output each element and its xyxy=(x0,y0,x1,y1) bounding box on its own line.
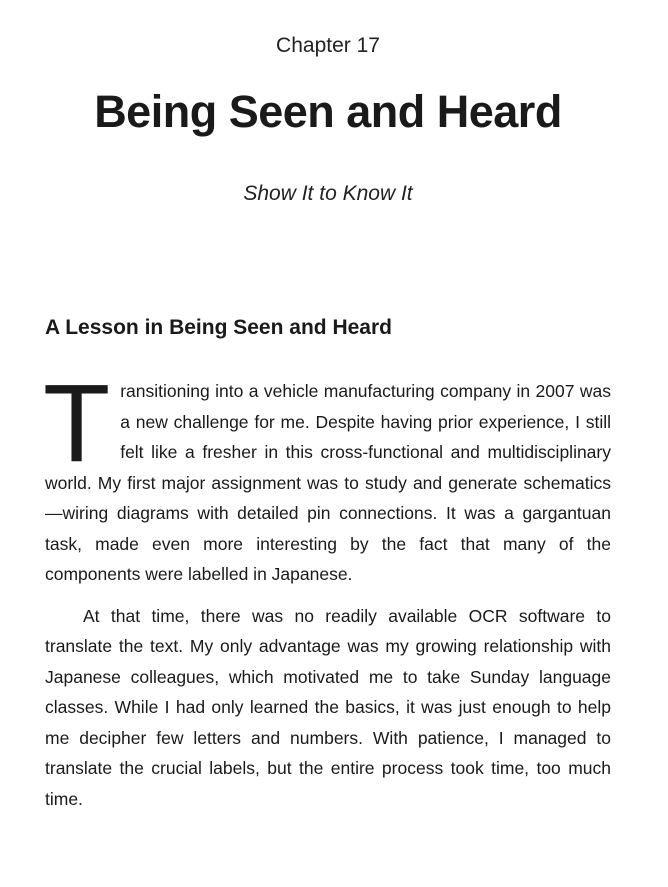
section-heading: A Lesson in Being Seen and Heard xyxy=(45,316,392,339)
drop-cap: T xyxy=(43,362,111,485)
paragraph-1-text: ransitioning into a vehicle manufacturing company in 2007 was a new challenge for me. Despite having prior experience, I still felt like a fresher in this cross-functional and multidisciplinary world. My first major assignment was to study and generate schematics—wiring diagrams with detailed pin connections. It was a gargantuan task, made even more interesting by the fact that many of the components were labelled in Japanese. xyxy=(45,381,611,584)
chapter-subtitle: Show It to Know It xyxy=(243,182,413,205)
paragraph-2-text: At that time, there was no readily available OCR software to translate the text. My only advantage was my growing relationship with Japanese colleagues, which motivated me to take Sunday language classes. While I had only learned the basics, it was just enough to help me decipher few letters and numbers. With patience, I managed to translate the crucial labels, but the entire process took time, too much time. xyxy=(45,605,611,809)
chapter-number: Chapter 17 xyxy=(276,34,380,57)
chapter-title: Being Seen and Heard xyxy=(94,86,562,137)
paragraph-2 xyxy=(45,601,611,815)
body-text xyxy=(43,362,611,814)
paragraph-1 xyxy=(43,362,611,590)
